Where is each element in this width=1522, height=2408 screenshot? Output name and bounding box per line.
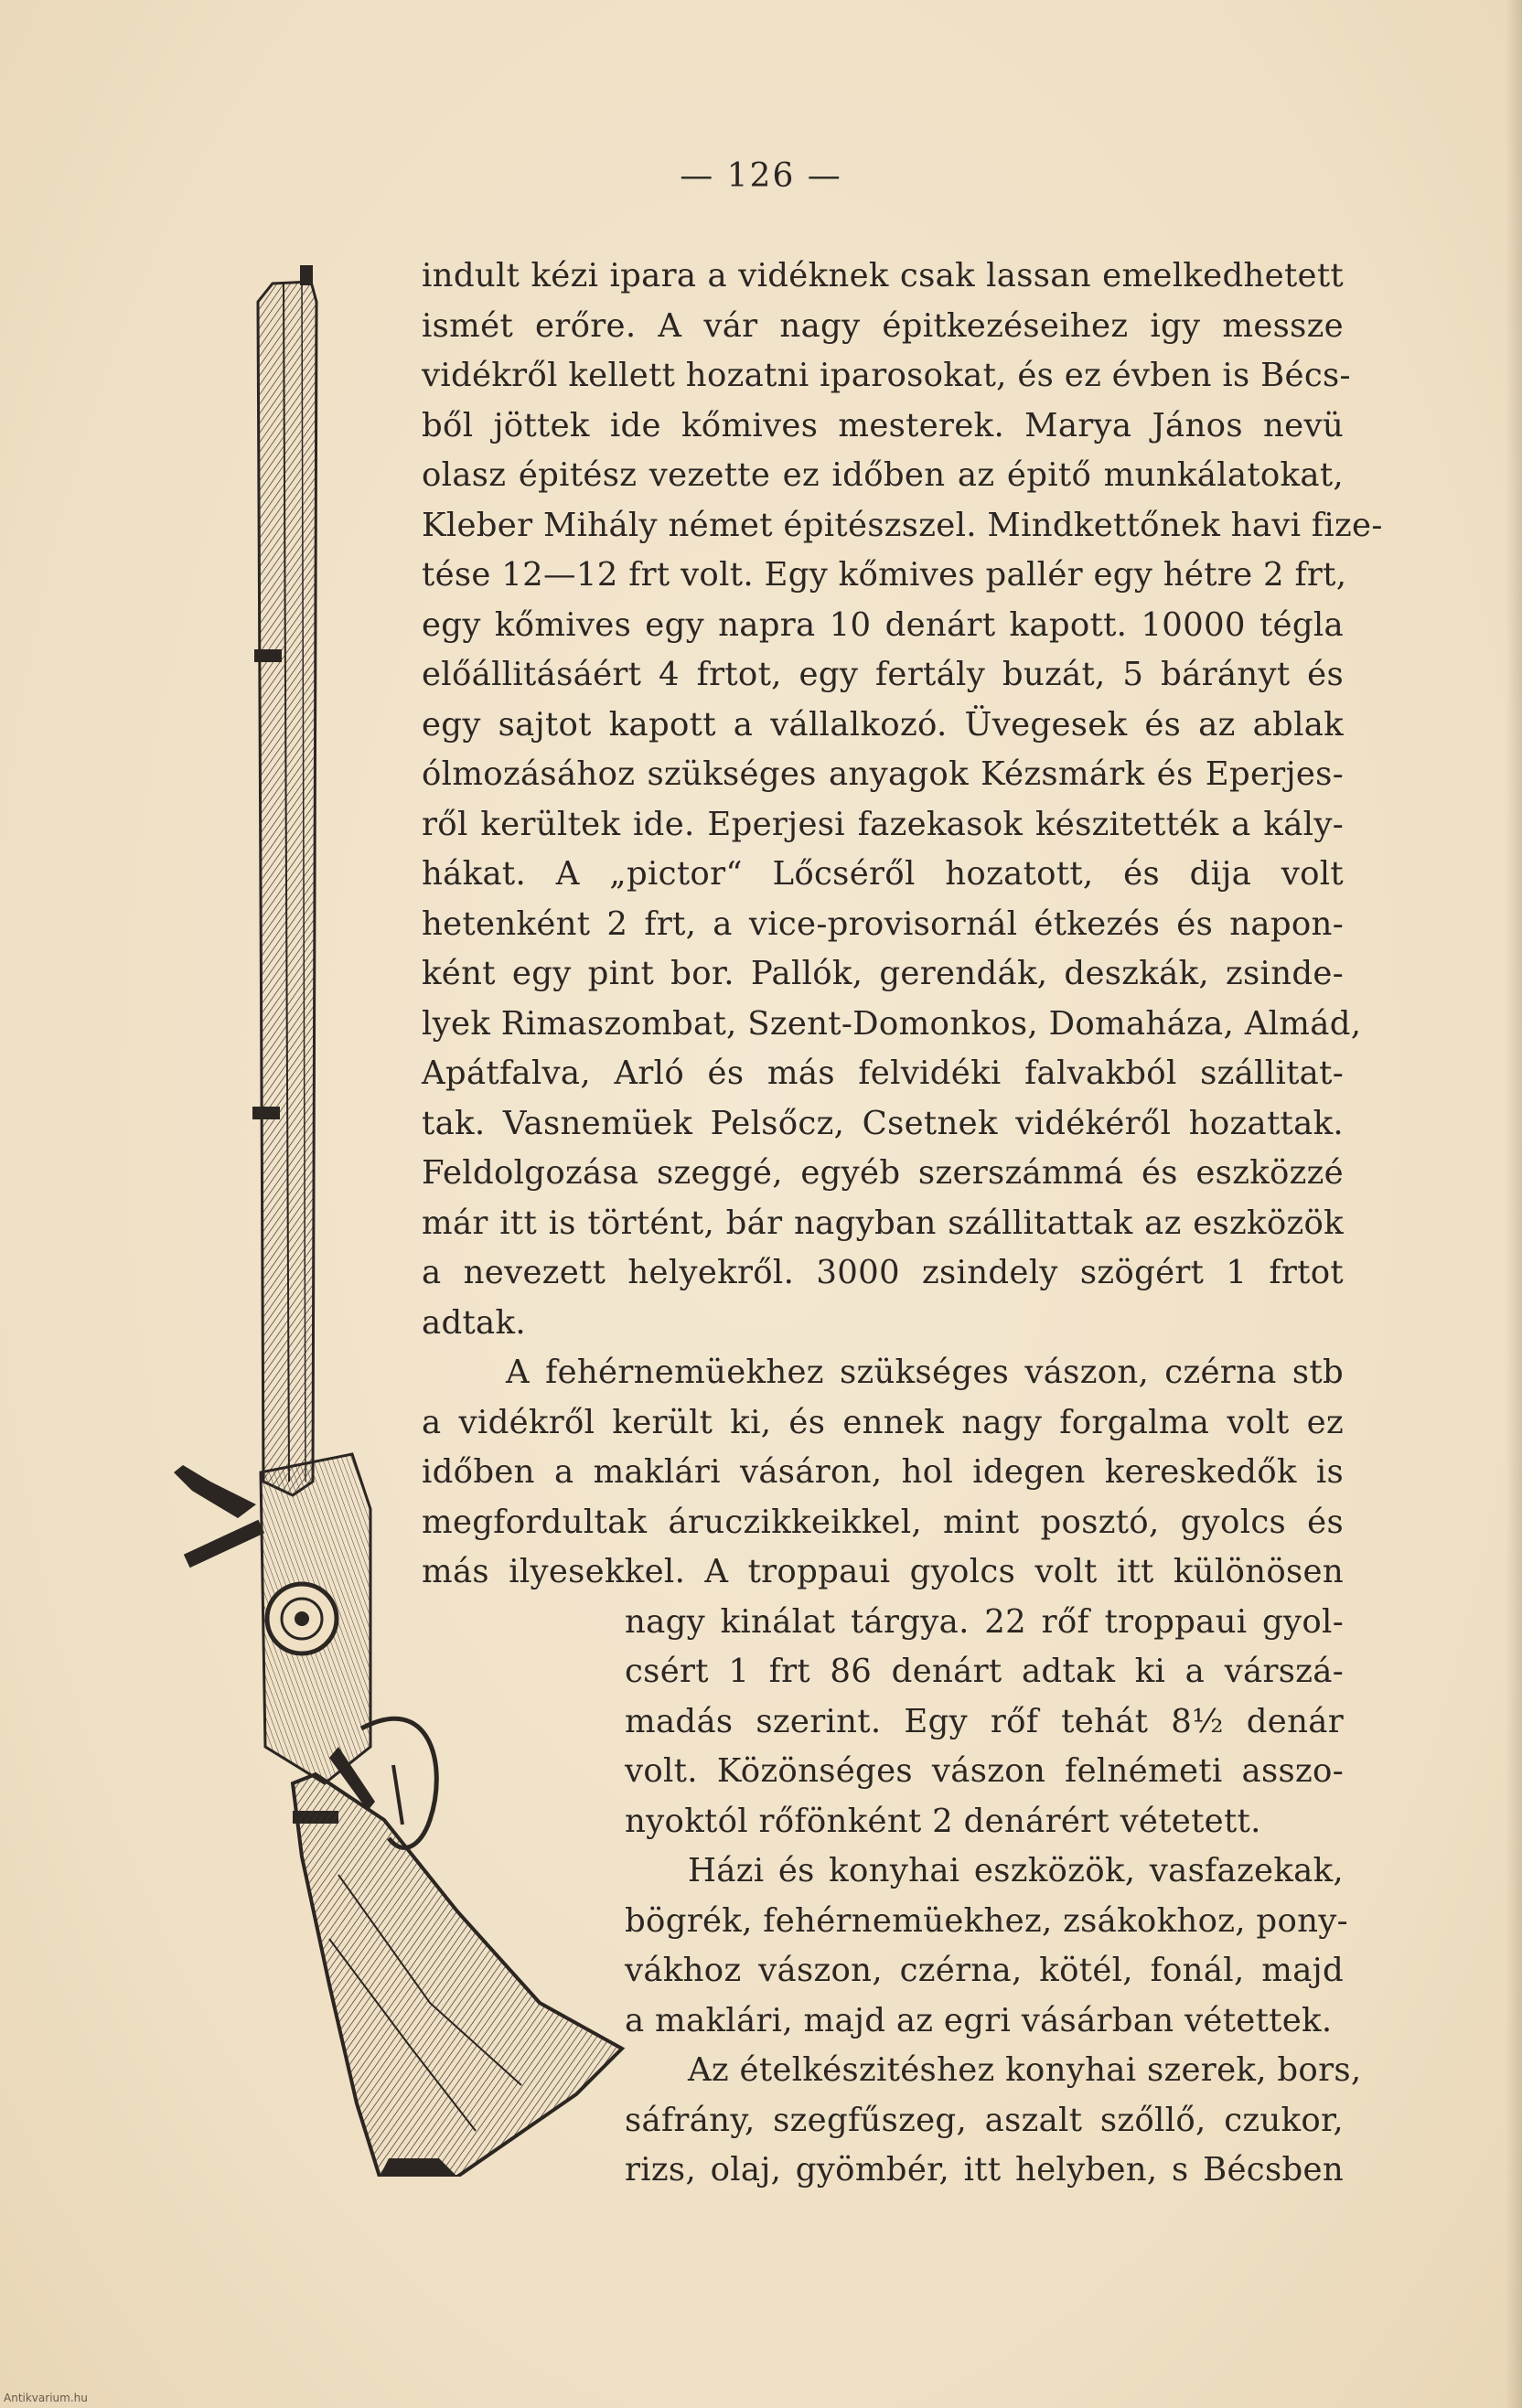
text-line: vákhoz vászon, czérna, kötél, fonál, majd <box>625 1952 1344 1989</box>
text-line: a vidékről került ki, és ennek nagy forgalma volt ez <box>422 1404 1344 1441</box>
watermark: Antikvarium.hu <box>4 2392 88 2404</box>
text-line: ólmozásához szükséges anyagok Kézsmárk és Eperjes- <box>422 755 1344 793</box>
text-line: tése 12—12 frt volt. Egy kőmives pallér egy hétre 2 frt, <box>422 556 1347 594</box>
text-line: tak. Vasnemüek Pelsőcz, Csetnek vidékéről hozattak. <box>422 1105 1344 1142</box>
text-line: időben a maklári vásáron, hol idegen kereskedők is <box>422 1453 1344 1491</box>
text-line: indult kézi ipara a vidéknek csak lassan emelkedhetett <box>422 257 1344 294</box>
text-line: hetenként 2 frt, a vice-provisornál étkezés és napon- <box>422 905 1344 943</box>
text-line: ről kerültek ide. Eperjesi fazekasok készitették a kály- <box>422 806 1344 843</box>
text-line: ből jöttek ide kőmives mesterek. Marya János nevü <box>422 407 1344 444</box>
text-line: vidékről kellett hozatni iparosokat, és ez évben is Bécs- <box>422 357 1351 394</box>
text-line: lyek Rimaszombat, Szent-Domonkos, Domaháza, Almád, <box>422 1005 1362 1043</box>
text-line: olasz épitész vezette ez időben az épitő munkálatokat, <box>422 456 1344 494</box>
text-line: volt. Közönséges vászon felnémeti asszo- <box>625 1752 1344 1790</box>
text-line: előállitásáért 4 frtot, egy fertály buzát, 5 bárányt és <box>422 656 1344 693</box>
text-line: egy kőmives egy napra 10 denárt kapott. 10000 tégla <box>422 606 1344 644</box>
text-line: hákat. A „pictor“ Lőcséről hozatott, és dija volt <box>422 855 1344 893</box>
text-line: adtak. <box>422 1304 526 1342</box>
text-line: sáfrány, szegfűszeg, aszalt szőllő, czukor, <box>625 2102 1344 2139</box>
text-line: csért 1 frt 86 denárt adtak ki a várszá- <box>625 1653 1344 1690</box>
text-line: bögrék, fehérnemüekhez, zsákokhoz, pony- <box>625 1902 1348 1940</box>
text-line: már itt is történt, bár nagyban szállitattak az eszközök <box>422 1204 1344 1242</box>
text-line: ismét erőre. A vár nagy épitkezéseihez igy messze <box>422 307 1344 345</box>
page-number: — 126 — <box>680 157 842 195</box>
text-line: a maklári, majd az egri vásárban vétettek. <box>625 2002 1333 2039</box>
text-line: ként egy pint bor. Pallók, gerendák, deszkák, zsinde- <box>422 955 1344 992</box>
text-line: más ilyesekkel. A troppaui gyolcs volt itt különösen <box>422 1553 1344 1590</box>
text-line: rizs, olaj, gyömbér, itt helyben, s Bécsben <box>625 2151 1344 2189</box>
text-line: Apátfalva, Arló és más felvidéki falvakból szállitat- <box>422 1054 1344 1092</box>
text-line: A fehérnemüekhez szükséges vászon, czérna stb <box>506 1354 1344 1391</box>
text-line: nagy kinálat tárgya. 22 rőf troppaui gyol- <box>625 1603 1344 1641</box>
text-line: egy sajtot kapott a vállalkozó. Üvegesek és az ablak <box>422 706 1344 744</box>
text-line: a nevezett helyekről. 3000 zsindely szögért 1 frtot <box>422 1254 1344 1291</box>
text-line: megfordultak áruczikkeikkel, mint posztó, gyolcs és <box>422 1504 1344 1541</box>
page-edge-shadow <box>1506 0 1522 2408</box>
text-line: Házi és konyhai eszközök, vasfazekak, <box>688 1852 1344 1889</box>
text-line: Az ételkészitéshez konyhai szerek, bors, <box>688 2051 1362 2089</box>
text-line: Feldolgozása szeggé, egyéb szerszámmá és eszközzé <box>422 1154 1344 1192</box>
text-line: nyoktól rőfönként 2 denárért vétetett. <box>625 1803 1261 1840</box>
text-line: Kleber Mihály német épitészszel. Mindkettőnek havi fize- <box>422 507 1383 544</box>
text-line: madás szerint. Egy rőf tehát 8½ denár <box>625 1703 1344 1740</box>
